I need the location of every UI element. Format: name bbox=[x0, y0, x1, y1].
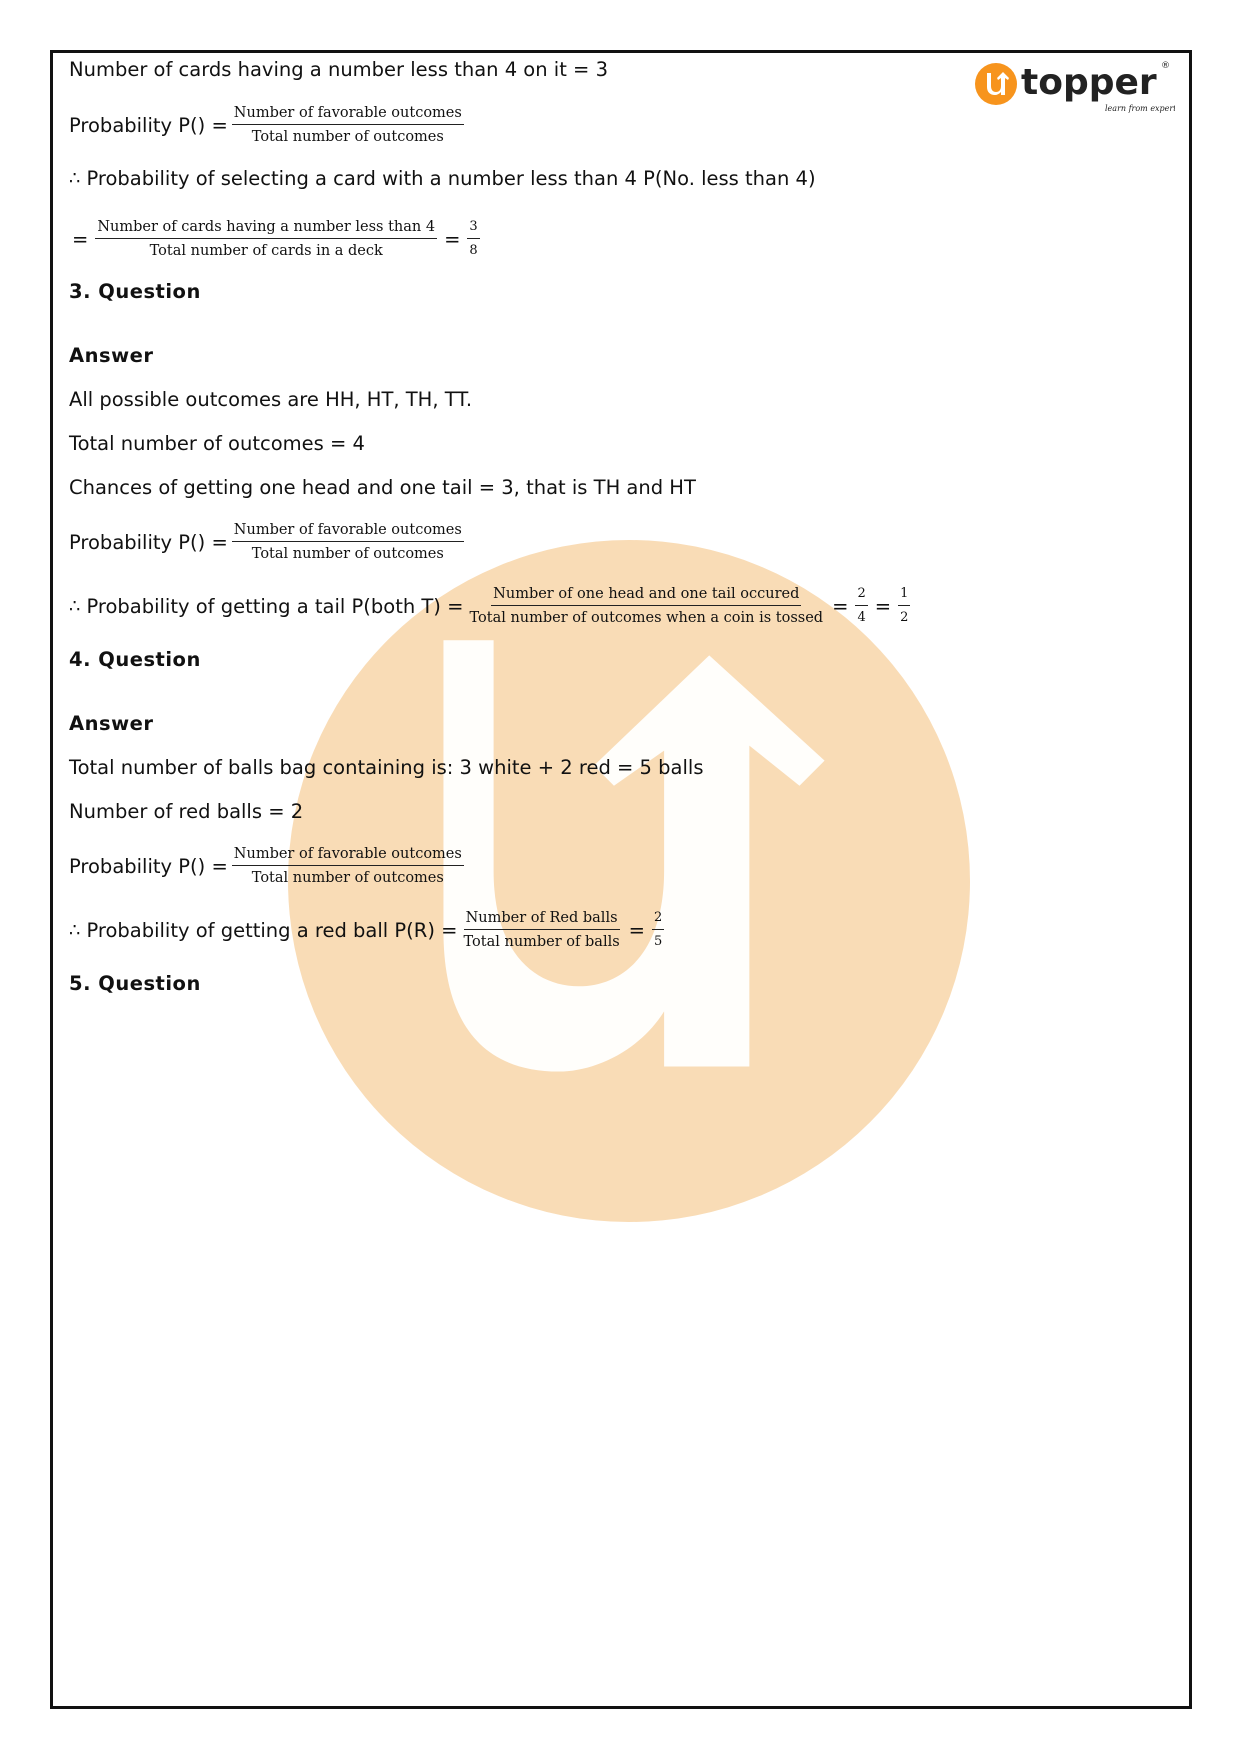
formula-label: Probability P() = bbox=[69, 113, 228, 137]
fraction-denominator: 5 bbox=[654, 934, 663, 949]
fraction bbox=[95, 218, 437, 260]
fraction-denominator: 4 bbox=[857, 610, 866, 625]
probability-formula bbox=[69, 104, 468, 146]
balls-total-text: Total number of balls bag containing is: 3 white + 2 red = 5 balls bbox=[69, 756, 704, 779]
answer-heading bbox=[69, 344, 153, 367]
text-line bbox=[69, 476, 696, 499]
text-line bbox=[69, 167, 816, 190]
result-fraction bbox=[855, 585, 867, 627]
fraction-denominator: Total number of cards in a deck bbox=[149, 243, 383, 259]
equals-sign: = bbox=[832, 594, 849, 618]
fraction-numerator: 2 bbox=[652, 909, 664, 930]
equals-sign: = bbox=[72, 227, 89, 251]
fraction bbox=[232, 521, 464, 563]
fraction bbox=[461, 909, 621, 951]
red-ball-probability-label: Probability of getting a red ball P(R) = bbox=[86, 918, 458, 942]
therefore-symbol: ∴ bbox=[69, 919, 81, 941]
red-balls-text: Number of red balls = 2 bbox=[69, 800, 304, 823]
equals-sign: = bbox=[874, 594, 892, 618]
fraction-numerator: Number of favorable outcomes bbox=[232, 845, 464, 866]
probability-calculation bbox=[69, 585, 914, 627]
fraction-numerator: 2 bbox=[855, 585, 867, 606]
question-heading bbox=[69, 972, 201, 995]
formula-label: Probability P() = bbox=[69, 854, 228, 878]
question-5-title: 5. Question bbox=[69, 972, 201, 995]
formula-label: Probability P() = bbox=[69, 530, 228, 554]
fraction-denominator: Total number of outcomes when a coin is tossed bbox=[469, 610, 824, 626]
text-line bbox=[69, 388, 472, 411]
fraction bbox=[232, 104, 464, 146]
answer-title: Answer bbox=[69, 712, 154, 735]
text-line bbox=[69, 432, 365, 455]
fraction-numerator: Number of Red balls bbox=[464, 909, 620, 930]
text-line bbox=[69, 58, 608, 81]
fraction bbox=[232, 845, 464, 887]
fraction-denominator: Total number of outcomes bbox=[251, 546, 444, 562]
therefore-symbol: ∴ bbox=[69, 168, 81, 189]
fraction-denominator: 8 bbox=[469, 243, 478, 258]
probability-calculation bbox=[69, 909, 668, 951]
fraction-denominator: Total number of outcomes bbox=[251, 870, 444, 886]
equals-sign: = bbox=[628, 918, 646, 942]
text-line bbox=[69, 756, 703, 779]
cards-count-text: Number of cards having a number less than 4 on it = 3 bbox=[69, 58, 609, 81]
topper-logo bbox=[975, 56, 1175, 126]
fraction-numerator: Number of one head and one tail occured bbox=[491, 585, 801, 606]
outcomes-text: All possible outcomes are HH, HT, TH, TT. bbox=[69, 388, 473, 411]
answer-heading bbox=[69, 712, 153, 735]
fraction-denominator: Total number of outcomes bbox=[251, 129, 444, 145]
topper-logo-icon bbox=[975, 56, 1175, 126]
probability-calculation bbox=[69, 218, 484, 260]
fraction-numerator: 1 bbox=[898, 585, 910, 606]
svg-text:learn from experts: learn from experts bbox=[1105, 104, 1175, 113]
equals-sign: = bbox=[444, 227, 461, 251]
question-heading bbox=[69, 280, 201, 303]
result-fraction bbox=[467, 218, 479, 260]
therefore-symbol: ∴ bbox=[69, 595, 81, 617]
fraction bbox=[467, 585, 825, 627]
chances-text: Chances of getting one head and one tail = 3, that is TH and HT bbox=[69, 476, 696, 499]
svg-text:®: ® bbox=[1161, 61, 1170, 71]
fraction-numerator: Number of favorable outcomes bbox=[232, 521, 464, 542]
result-fraction bbox=[652, 909, 664, 951]
fraction-denominator: 2 bbox=[900, 610, 909, 625]
question-heading bbox=[69, 648, 201, 671]
question-4-title: 4. Question bbox=[69, 648, 201, 671]
probability-formula bbox=[69, 845, 468, 887]
result-fraction bbox=[898, 585, 910, 627]
tail-probability-label: Probability of getting a tail P(both T) = bbox=[86, 594, 464, 618]
svg-text:topper: topper bbox=[1021, 62, 1157, 103]
total-outcomes-text: Total number of outcomes = 4 bbox=[69, 432, 365, 455]
probability-formula bbox=[69, 521, 468, 563]
fraction-numerator: Number of favorable outcomes bbox=[232, 104, 464, 125]
fraction-denominator: Total number of balls bbox=[463, 934, 620, 950]
fraction-numerator: 3 bbox=[467, 218, 479, 239]
selection-probability-text: Probability of selecting a card with a number less than 4 P(No. less than 4) bbox=[86, 167, 816, 190]
question-3-title: 3. Question bbox=[69, 280, 201, 303]
text-line bbox=[69, 800, 303, 823]
fraction-numerator: Number of cards having a number less than 4 bbox=[95, 218, 437, 239]
answer-title: Answer bbox=[69, 344, 154, 367]
